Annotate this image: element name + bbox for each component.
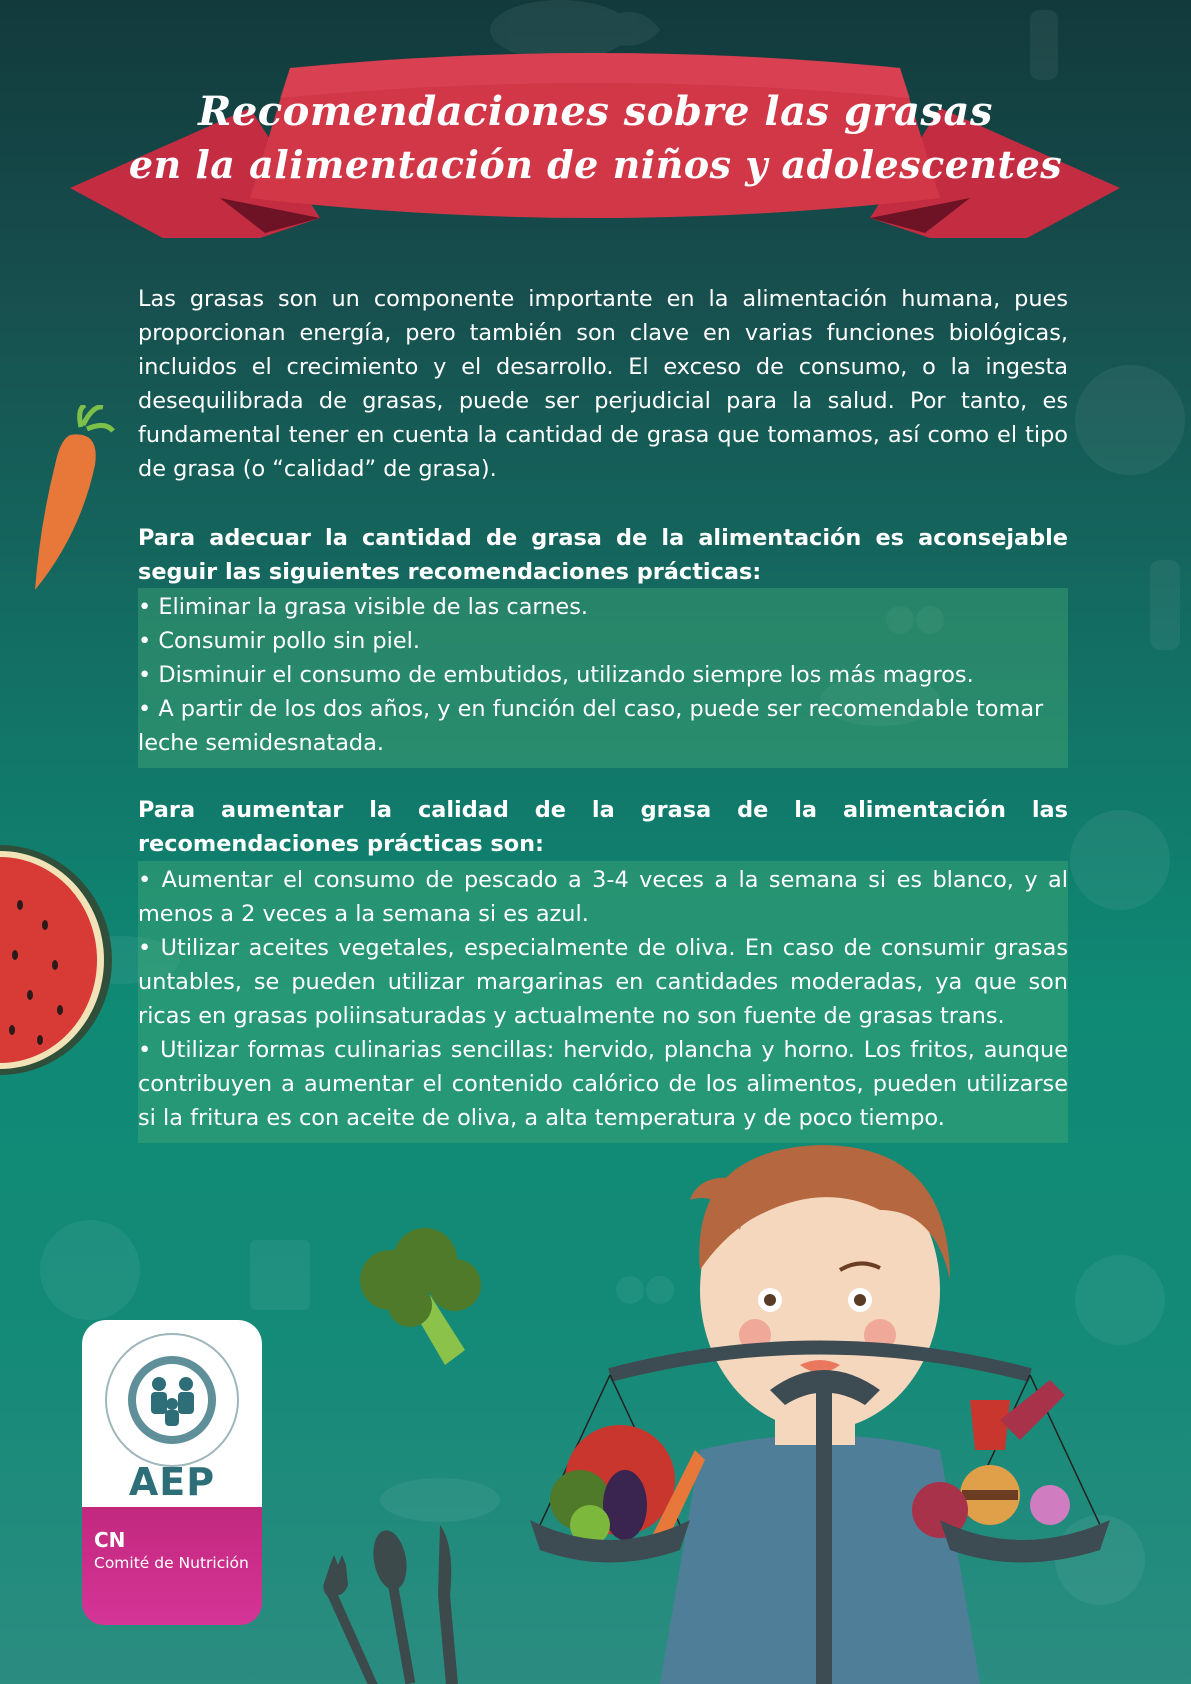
list-item: • A partir de los dos años, y en función del caso, puede ser recomendable tomar leche semidesnatada.: [138, 696, 1044, 756]
balance-scale-illustration: [520, 1120, 1140, 1684]
list-item: • Utilizar formas culinarias sencillas: hervido, plancha y horno. Los fritos, aunque contribuyen a aumentar el contenido calórico de los alimentos, pueden utilizarse si la fritura es con aceite de oliva, a alta temperatura y de poco tiempo.: [138, 1037, 1068, 1131]
broccoli-icon: [350, 1225, 490, 1375]
quantity-recommendations-list: [138, 588, 1068, 768]
logo-acronym: AEP: [128, 1460, 216, 1504]
logo-committee-acronym: CN: [94, 1528, 126, 1552]
quality-heading: Para aumentar la calidad de la grasa de la alimentación las recomendaciones prácticas son:: [138, 797, 1068, 857]
carrot-icon: [25, 405, 115, 595]
page-title-line1: Recomendaciones sobre las grasas: [198, 88, 993, 135]
aep-emblem-icon: [104, 1332, 240, 1468]
aep-logo: [82, 1320, 262, 1625]
quality-recommendations-list: [138, 861, 1068, 1143]
list-item: • Aumentar el consumo de pescado a 3-4 veces a la semana si es blanco, y al menos a 2 veces a la semana si es azul.: [138, 867, 1068, 927]
logo-top-panel: [82, 1320, 262, 1507]
list-item: • Disminuir el consumo de embutidos, utilizando siempre los más magros.: [138, 662, 974, 688]
page-title-line2: en la alimentación de niños y adolescentes: [128, 142, 1063, 187]
list-item: • Eliminar la grasa visible de las carnes.: [138, 594, 588, 620]
cutlery-icon: [320, 1525, 480, 1684]
list-item: • Consumir pollo sin piel.: [138, 628, 420, 654]
quantity-heading: Para adecuar la cantidad de grasa de la alimentación es aconsejable seguir las siguientes recomendaciones prácticas:: [138, 525, 1068, 585]
logo-committee-name: Comité de Nutrición: [94, 1554, 249, 1572]
intro-paragraph: Las grasas son un componente importante en la alimentación humana, pues proporcionan energía, pero también son clave en varias funciones biológicas, incluidos el crecimiento y el desarrollo. El exceso de consumo, o la ingesta desequilibrada de grasas, puede ser perjudicial para la salud. Por tanto, es fundamental tener en cuenta la cantidad de grasa que tomamos, así como el tipo de grasa (o “calidad” de grasa).: [138, 286, 1068, 482]
list-item: • Utilizar aceites vegetales, especialmente de oliva. En caso de consumir grasas untables, se pueden utilizar margarinas en cantidades moderadas, ya que son ricas en grasas poliinsaturadas y actualmente no son fuente de grasas trans.: [138, 935, 1068, 1029]
watermelon-icon: [0, 845, 112, 1075]
